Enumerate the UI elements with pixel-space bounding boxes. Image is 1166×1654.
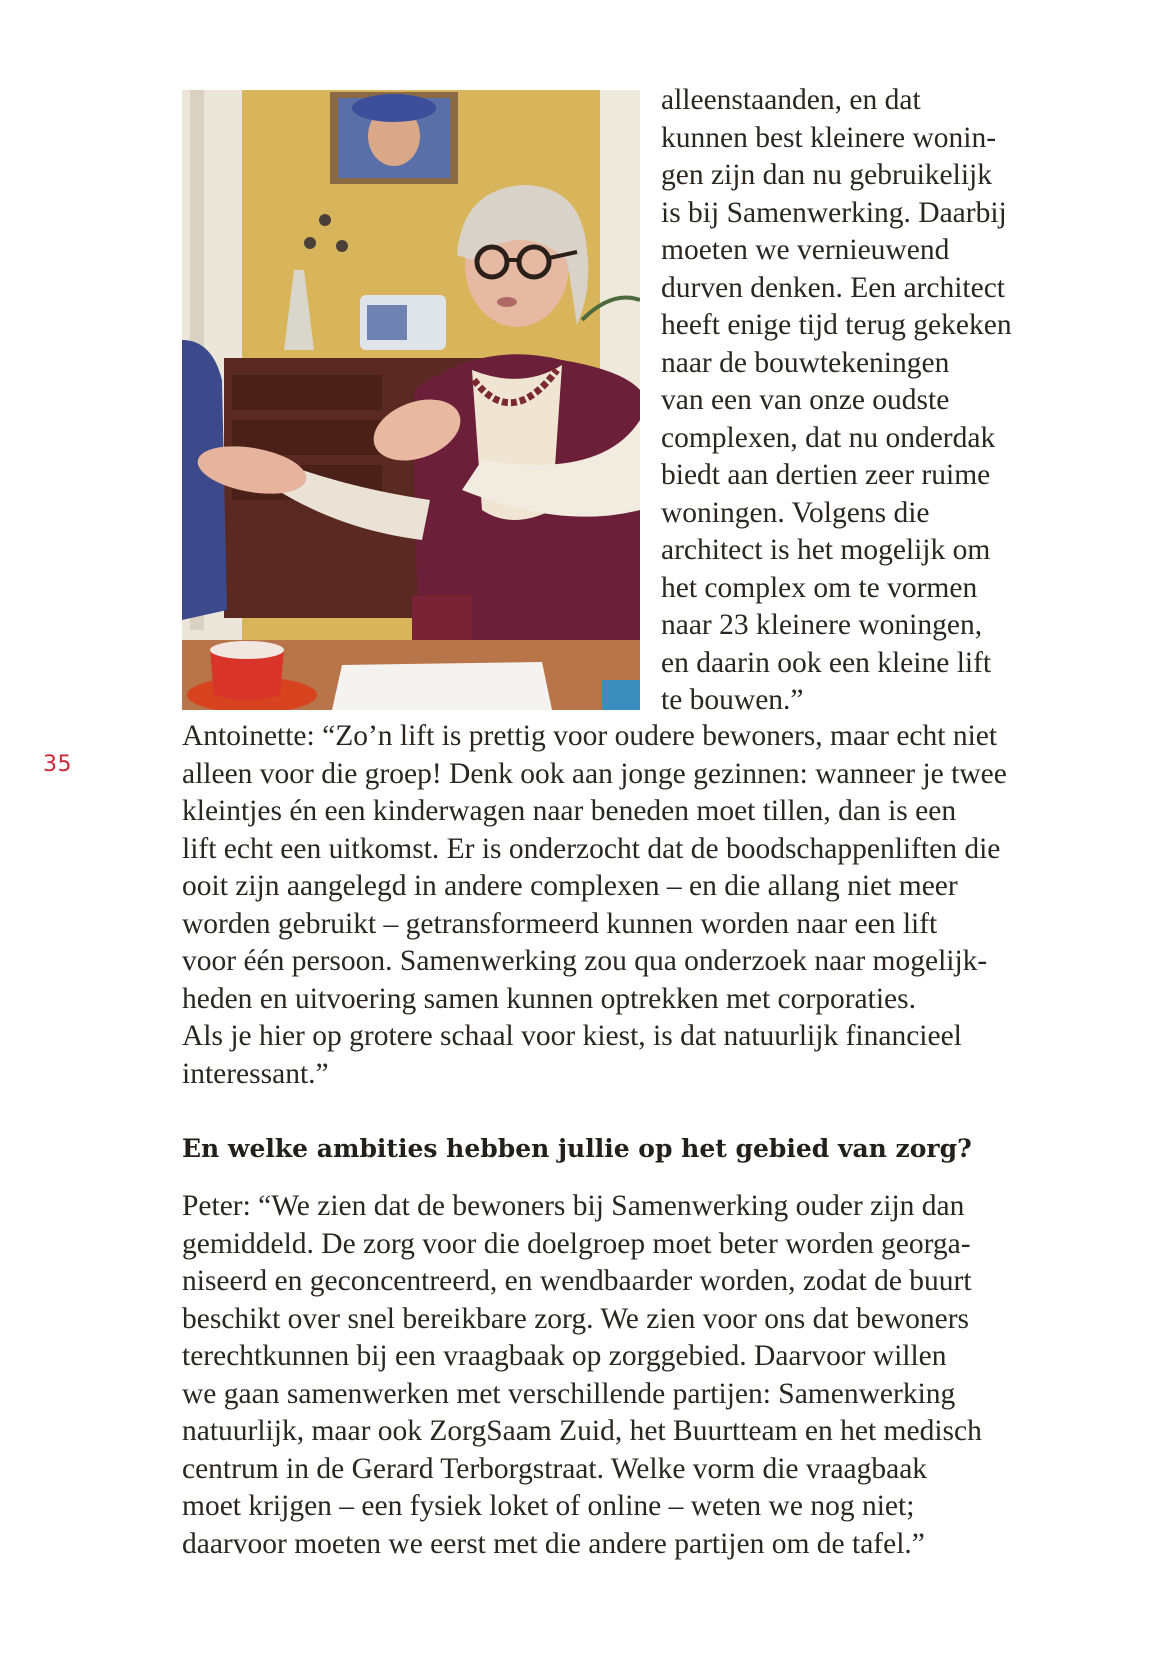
photo-illustration <box>182 90 640 710</box>
question-heading: En welke ambities hebben jullie op het gebied van zorg? <box>182 1134 972 1163</box>
side-text-column <box>661 82 1061 720</box>
peter-paragraph <box>182 1188 1062 1563</box>
text-line: architect is het mogelijk om <box>661 534 991 566</box>
text-line: we gaan samenwerken met verschillende partijen: Samenwerking <box>182 1377 956 1410</box>
text-line: kunnen best kleinere wonin- <box>661 121 997 154</box>
text-line: voor één persoon. Samenwerking zou qua onderzoek naar mogelijk- <box>182 945 988 977</box>
text-line: gen zijn dan nu gebruikelijk <box>661 159 992 191</box>
text-line: gemiddeld. De zorg voor die doelgroep moet beter worden georga- <box>182 1227 971 1260</box>
text-line: worden gebruikt – getransformeerd kunnen worden naar een lift <box>182 907 938 940</box>
ornament <box>304 237 316 249</box>
mouth <box>497 297 517 307</box>
cup-rim <box>210 641 284 659</box>
text-line: kleintjes én een kinderwagen naar beneden moet tillen, dan is een <box>182 795 957 827</box>
text-line: terechtkunnen bij een vraagbaak op zorggebied. Daarvoor willen <box>182 1340 947 1373</box>
text-line: niseerd en geconcentreerd, en wendbaarder worden, zodat de buurt <box>182 1265 972 1298</box>
text-line: ooit zijn aangelegd in andere complexen – en die allang niet meer <box>182 870 958 902</box>
text-line: te bouwen.” <box>661 684 804 716</box>
text-line: is bij Samenwerking. Daarbij <box>661 196 1007 229</box>
ornament <box>336 240 348 252</box>
text-line: alleen voor die groep! Denk ook aan jonge gezinnen: wanneer je twee <box>182 757 1007 790</box>
text-line: heeft enige tijd terug gekeken <box>661 309 1012 341</box>
text-line: lift echt een uitkomst. Er is onderzocht dat de boodschappenliften die <box>182 832 1001 865</box>
text-line: naar 23 kleinere woningen, <box>661 609 983 641</box>
text-line: centrum in de Gerard Terborgstraat. Welke vorm die vraagbaak <box>182 1452 928 1485</box>
text-line: Antoinette: “Zo’n lift is prettig voor oudere bewoners, maar echt niet <box>182 720 998 752</box>
ornament <box>319 214 331 226</box>
text-line: daarvoor moeten we eerst met die andere partijen om de tafel.” <box>182 1527 925 1560</box>
text-line: beschikt over snel bereikbare zorg. We zien voor ons dat bewoners <box>182 1302 970 1335</box>
text-line: en daarin ook een kleine lift <box>661 646 992 679</box>
painting-hat <box>352 94 436 122</box>
text-line: biedt aan dertien zeer ruime <box>661 459 991 491</box>
text-line: moet krijgen – een fysiek loket of online – weten we nog niet; <box>182 1490 915 1523</box>
text-line: moeten we vernieuwend <box>661 234 950 266</box>
text-line: Peter: “We zien dat de bewoners bij Samenwerking ouder zijn dan <box>182 1190 965 1223</box>
text-line: natuurlijk, maar ook ZorgSaam Zuid, het Buurtteam en het medisch <box>182 1415 982 1448</box>
text-line: Als je hier op grotere schaal voor kiest, is dat natuurlijk financieel <box>182 1020 962 1052</box>
text-line: complexen, dat nu onderdak <box>661 421 996 454</box>
window-frame-right <box>600 90 640 390</box>
page-number: 35 <box>43 752 72 777</box>
plate-pattern <box>367 305 407 340</box>
text-line: interessant.” <box>182 1057 329 1090</box>
paper-sheet <box>332 662 552 710</box>
blue-object <box>602 680 640 710</box>
main-text-column <box>182 718 1062 1563</box>
text-line: het complex om te vormen <box>661 571 978 604</box>
cabinet-drawer <box>232 375 382 410</box>
antoinette-paragraph <box>182 718 1062 1093</box>
text-line: van een van onze oudste <box>661 384 950 416</box>
text-line: naar de bouwtekeningen <box>661 346 950 379</box>
interview-photo <box>182 90 640 710</box>
text-line: woningen. Volgens die <box>661 496 930 529</box>
text-line: heden en uitvoering samen kunnen optrekken met corporaties. <box>182 982 916 1015</box>
text-line: durven denken. Een architect <box>661 271 1006 304</box>
text-line: alleenstaanden, en dat <box>661 84 921 116</box>
